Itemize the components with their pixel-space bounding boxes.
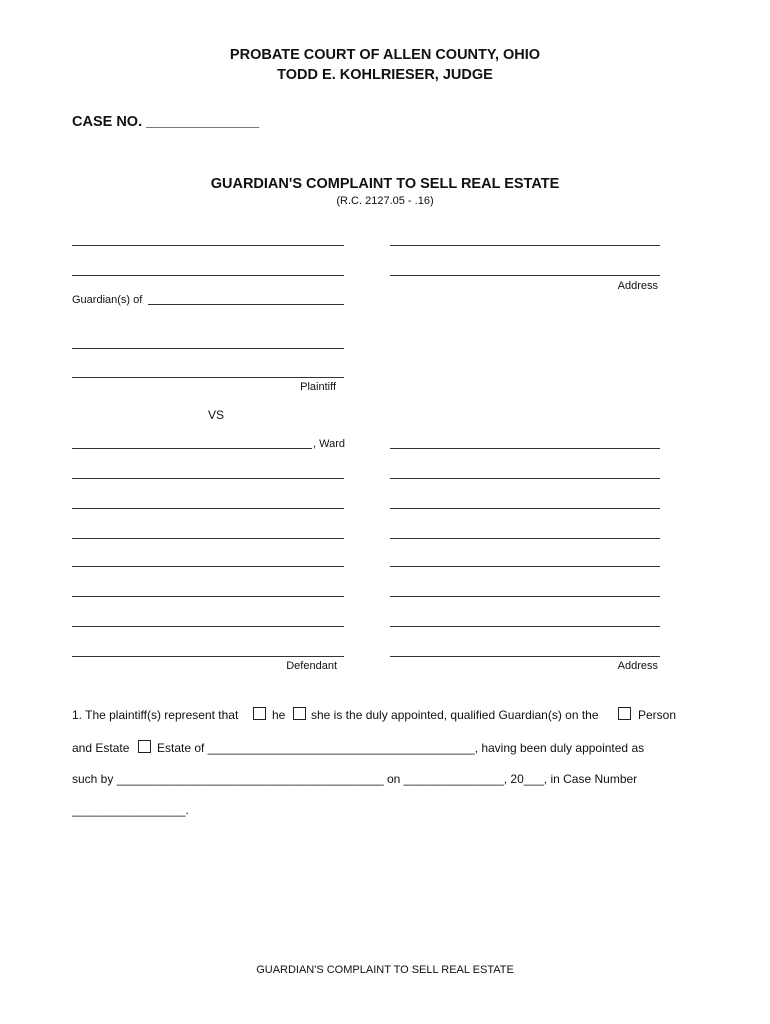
defendant-line-2[interactable] [72, 478, 344, 479]
defendant-address-line-6[interactable] [390, 596, 660, 597]
defendant-address-line-3[interactable] [390, 508, 660, 509]
ward-label: , Ward [313, 438, 345, 450]
versus-label: VS [208, 408, 225, 422]
case-number: CASE NO. ______________ [72, 114, 260, 130]
defendant-address-line-8[interactable] [390, 656, 660, 657]
paragraph1-text-a: 1. The plaintiff(s) represent that [72, 708, 239, 722]
document-title: GUARDIAN'S COMPLAINT TO SELL REAL ESTATE [210, 176, 560, 192]
defendant-line-5[interactable] [72, 566, 344, 567]
page-footer: GUARDIAN'S COMPLAINT TO SELL REAL ESTATE [256, 964, 514, 976]
he-checkbox[interactable] [253, 707, 266, 720]
statute-reference: (R.C. 2127.05 - .16) [336, 195, 434, 207]
plaintiff-address-line-1[interactable] [390, 245, 660, 246]
paragraph1-text-c: she is the duly appointed, qualified Guardian(s) on the [311, 708, 599, 722]
ward-name-line[interactable] [72, 448, 312, 449]
defendant-line-8[interactable] [72, 656, 344, 657]
defendant-line-7[interactable] [72, 626, 344, 627]
plaintiff-line-3[interactable] [72, 348, 344, 349]
plaintiff-line-4[interactable] [72, 377, 344, 378]
defendant-address-label: Address [617, 660, 658, 672]
defendant-address-line-4[interactable] [390, 538, 660, 539]
defendant-line-6[interactable] [72, 596, 344, 597]
case-number-line: _________________. [72, 803, 189, 817]
guardians-of-line[interactable] [148, 304, 344, 305]
plaintiff-address-line-2[interactable] [390, 275, 660, 276]
plaintiff-name-line-1[interactable] [72, 245, 344, 246]
she-checkbox[interactable] [293, 707, 306, 720]
defendant-address-line-1[interactable] [390, 448, 660, 449]
appointed-by-text: such by ________________________________________ on _______________, 20___, in Case Number [72, 772, 638, 786]
court-name: PROBATE COURT OF ALLEN COUNTY, OHIO [229, 47, 541, 63]
estate-checkbox[interactable] [138, 740, 151, 753]
plaintiff-label: Plaintiff [300, 381, 336, 393]
defendant-address-line-7[interactable] [390, 626, 660, 627]
defendant-label: Defendant [286, 660, 337, 672]
plaintiff-address-label: Address [617, 280, 658, 292]
person-label: Person [638, 708, 677, 722]
judge-name: TODD E. KOHLRIESER, JUDGE [277, 67, 493, 83]
plaintiff-name-line-2[interactable] [72, 275, 344, 276]
and-estate-label: and Estate [72, 741, 130, 755]
person-checkbox[interactable] [618, 707, 631, 720]
defendant-line-4[interactable] [72, 538, 344, 539]
defendant-line-3[interactable] [72, 508, 344, 509]
defendant-address-line-5[interactable] [390, 566, 660, 567]
estate-of-text: Estate of ________________________________________, having been duly appointed as [157, 741, 645, 755]
guardians-of-label: Guardian(s) of [72, 294, 143, 306]
he-label: he [272, 708, 286, 722]
defendant-address-line-2[interactable] [390, 478, 660, 479]
